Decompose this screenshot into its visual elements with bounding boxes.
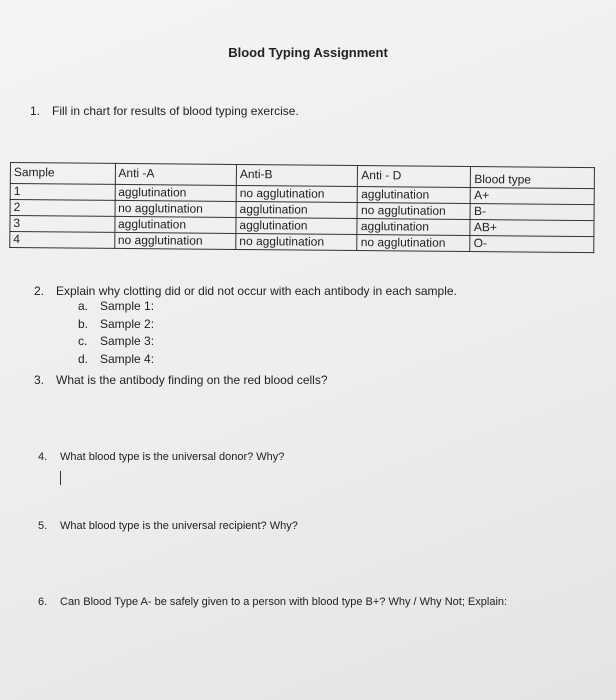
question-3 [34, 373, 328, 387]
question-2-sub-a [78, 299, 154, 313]
cell-anti-d: no agglutination [357, 235, 470, 252]
header-anti-d: Anti - D [358, 166, 471, 188]
question-2-sub-c [78, 334, 154, 348]
cell-anti-a: no agglutination [114, 232, 236, 249]
blood-typing-chart [9, 162, 595, 253]
document-title: Blood Typing Assignment [228, 45, 388, 60]
cell-blood-type: B- [470, 204, 594, 221]
question-3-number: 3. [34, 373, 45, 387]
question-1-number: 1. [30, 104, 41, 118]
cell-anti-d: agglutination [357, 219, 470, 236]
cell-blood-type: AB+ [470, 220, 594, 237]
cell-anti-d: agglutination [358, 187, 471, 204]
question-6 [38, 596, 507, 608]
cell-anti-a: agglutination [114, 216, 236, 233]
sub-text: Sample 4: [100, 352, 155, 366]
header-anti-b: Anti-B [236, 164, 358, 186]
cell-sample: 3 [10, 216, 115, 233]
cell-sample: 2 [10, 200, 115, 217]
cell-blood-type: O- [470, 236, 594, 253]
cell-blood-type: A+ [471, 188, 595, 205]
header-anti-a: Anti -A [115, 163, 237, 185]
question-4-text: What blood type is the universal donor? Why? [60, 451, 285, 463]
question-1-text: Fill in chart for results of blood typing exercise. [52, 104, 299, 118]
question-5-text: What blood type is the universal recipient? Why? [60, 520, 298, 532]
sub-letter: b. [78, 317, 89, 331]
cell-anti-d: no agglutination [357, 203, 470, 220]
question-4 [38, 451, 284, 463]
question-5 [38, 520, 298, 532]
question-1 [30, 104, 299, 118]
text-cursor[interactable] [60, 471, 61, 485]
question-2-sub-d [78, 352, 154, 366]
cell-sample: 1 [10, 184, 115, 201]
sub-text: Sample 3: [100, 334, 155, 348]
header-sample: Sample [10, 163, 115, 185]
question-4-number: 4. [38, 451, 48, 463]
sub-text: Sample 2: [100, 317, 155, 331]
question-2 [34, 284, 457, 298]
cell-anti-b: agglutination [236, 201, 358, 218]
cell-anti-b: no agglutination [236, 233, 358, 250]
question-2-text: Explain why clotting did or did not occur with each antibody in each sample. [56, 284, 457, 298]
cell-anti-a: agglutination [115, 184, 237, 201]
question-6-text: Can Blood Type A- be safely given to a person with blood type B+? Why / Why Not; Explain: [60, 596, 508, 608]
cell-anti-b: no agglutination [236, 185, 358, 202]
sub-letter: d. [78, 352, 89, 366]
question-2-number: 2. [34, 284, 45, 298]
sub-text: Sample 1: [100, 299, 155, 313]
sub-letter: a. [78, 299, 89, 313]
question-5-number: 5. [38, 520, 48, 532]
header-blood-type: Blood type [471, 167, 595, 189]
question-3-text: What is the antibody finding on the red blood cells? [56, 373, 328, 387]
sub-letter: c. [78, 334, 88, 348]
question-2-sub-b [78, 317, 154, 331]
cell-anti-b: agglutination [236, 217, 358, 234]
cell-anti-a: no agglutination [115, 200, 237, 217]
question-6-number: 6. [38, 596, 48, 608]
cell-sample: 4 [10, 232, 115, 249]
